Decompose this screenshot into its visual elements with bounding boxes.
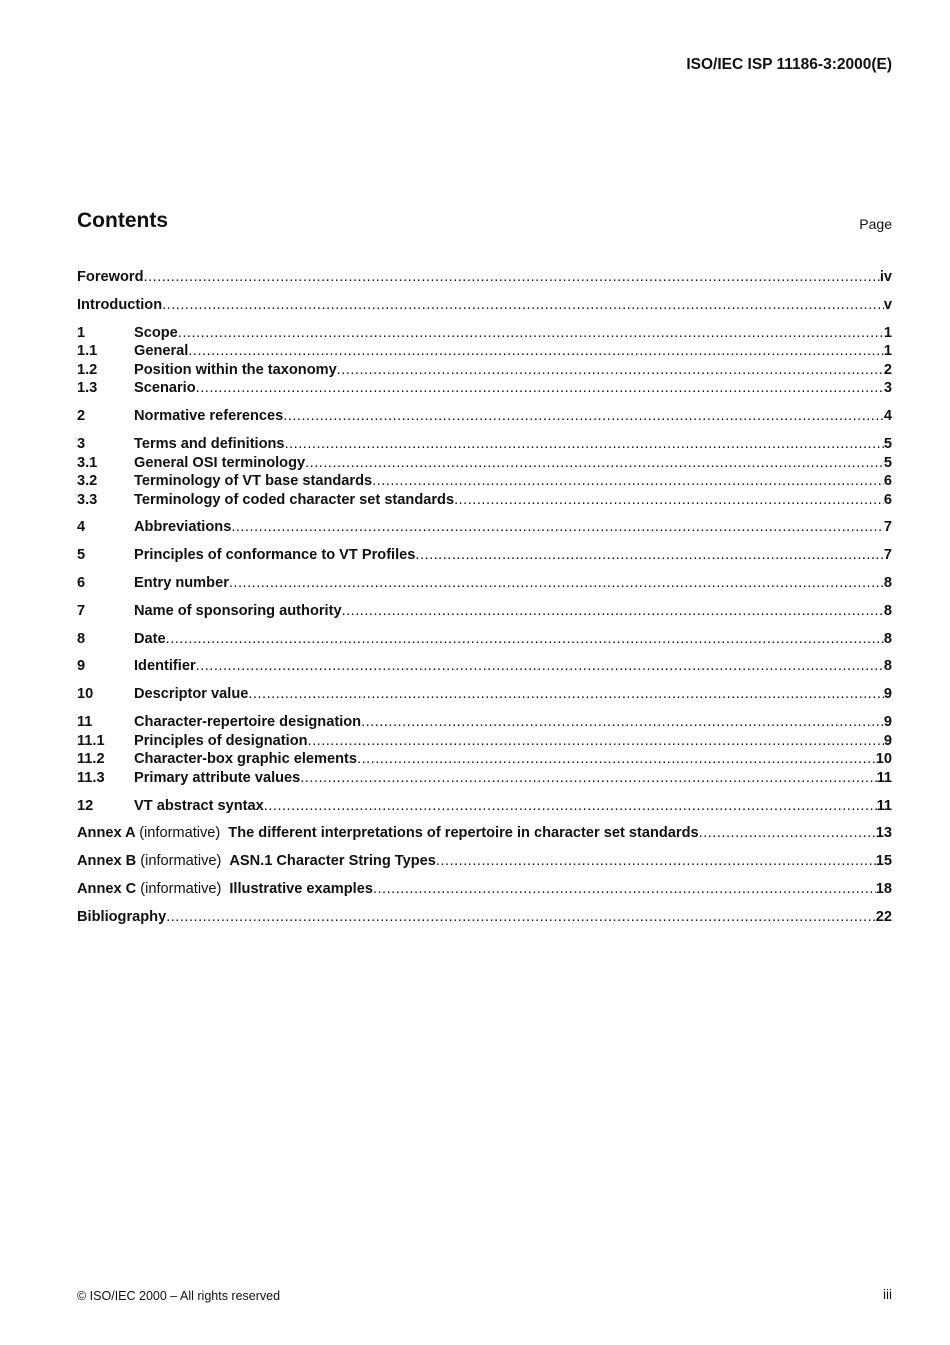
toc-entry[interactable] bbox=[77, 546, 892, 565]
toc-entry-number: 11 bbox=[77, 713, 93, 730]
toc-entry[interactable] bbox=[77, 657, 892, 676]
toc-entry[interactable] bbox=[77, 713, 892, 732]
toc-entry[interactable] bbox=[77, 268, 892, 287]
annex-prefix bbox=[77, 880, 221, 899]
dot-leader bbox=[188, 342, 884, 361]
toc-entry-page: 6 bbox=[883, 473, 892, 490]
toc-entry-title: The different interpretations of repertoire in character set standards bbox=[228, 825, 699, 842]
dot-leader bbox=[699, 824, 876, 843]
toc-entry-title: Abbreviations bbox=[134, 519, 232, 536]
toc-entry-number: 4 bbox=[77, 519, 86, 536]
toc-entry-page: 10 bbox=[875, 751, 892, 768]
toc-entry[interactable] bbox=[77, 574, 892, 593]
dot-leader bbox=[342, 602, 884, 621]
toc-entry[interactable] bbox=[77, 518, 892, 537]
toc-entry-page: iv bbox=[879, 269, 892, 285]
annex-label: Annex B bbox=[77, 853, 137, 870]
toc-entry-title: Date bbox=[134, 630, 166, 647]
dot-leader bbox=[143, 268, 879, 287]
annex-prefix bbox=[77, 852, 221, 871]
toc-entry[interactable] bbox=[77, 602, 892, 621]
toc-entry-page: 7 bbox=[883, 519, 892, 536]
toc-entry-page: 1 bbox=[883, 343, 892, 360]
dot-leader bbox=[361, 713, 884, 732]
toc-entry-annex[interactable] bbox=[77, 852, 892, 871]
annex-prefix bbox=[77, 824, 220, 843]
toc-entry-number: 1.3 bbox=[77, 380, 98, 397]
toc-entry-page: 3 bbox=[883, 380, 892, 397]
dot-leader bbox=[264, 797, 877, 816]
toc-entry-number: 3 bbox=[77, 435, 86, 452]
annex-type: (informative) bbox=[140, 880, 222, 897]
toc-entry-number: 3.2 bbox=[77, 473, 98, 490]
toc-entry-title: Identifier bbox=[134, 658, 196, 675]
toc-entry-title: Character-repertoire designation bbox=[134, 713, 362, 730]
toc-entry-number: 11.1 bbox=[77, 732, 105, 749]
annex-label: Annex C bbox=[77, 880, 137, 897]
dot-leader bbox=[357, 750, 876, 769]
annex-type: (informative) bbox=[140, 853, 222, 870]
toc-entry[interactable] bbox=[77, 454, 892, 473]
toc-entry-page: 18 bbox=[875, 880, 892, 897]
toc-entry-title: Bibliography bbox=[77, 908, 167, 925]
toc-entry-number: 7 bbox=[77, 602, 86, 619]
toc-entry-title: Primary attribute values bbox=[134, 769, 301, 786]
dot-leader bbox=[285, 435, 884, 454]
toc-entry[interactable] bbox=[77, 797, 892, 816]
toc-entry-number: 1.2 bbox=[77, 361, 98, 378]
toc-entry-number: 6 bbox=[77, 575, 86, 592]
toc-entry-number: 3.3 bbox=[77, 491, 98, 508]
toc-entry-title: Name of sponsoring authority bbox=[134, 602, 342, 619]
toc-entry[interactable] bbox=[77, 769, 892, 788]
dot-leader bbox=[300, 769, 876, 788]
dot-leader bbox=[166, 630, 884, 649]
dot-leader bbox=[231, 518, 884, 537]
page-column-label: Page bbox=[859, 216, 892, 232]
toc-entry[interactable] bbox=[77, 296, 892, 315]
toc-entry-title: VT abstract syntax bbox=[134, 797, 264, 814]
toc-entry-page: 6 bbox=[883, 491, 892, 508]
toc-entry-page: 5 bbox=[883, 435, 892, 452]
toc-entry-page: 9 bbox=[883, 686, 892, 703]
toc-entry-page: 8 bbox=[883, 575, 892, 592]
dot-leader bbox=[372, 472, 884, 491]
dot-leader bbox=[337, 361, 884, 380]
toc-entry-number: 12 bbox=[77, 797, 94, 814]
toc-entries bbox=[77, 268, 892, 815]
dot-leader bbox=[305, 454, 884, 473]
toc-entry-page: 1 bbox=[883, 324, 892, 341]
toc-entry-page: 13 bbox=[875, 825, 892, 842]
toc-entry-title: Terminology of coded character set standards bbox=[134, 491, 455, 508]
toc-entry-number: 11.2 bbox=[77, 751, 105, 768]
toc-entry-number: 10 bbox=[77, 686, 94, 703]
toc-entry-page: 5 bbox=[883, 454, 892, 471]
toc-entry-title: Terminology of VT base standards bbox=[134, 473, 373, 490]
toc-annexes bbox=[77, 824, 892, 898]
toc-entry-page: 8 bbox=[883, 602, 892, 619]
table-of-contents bbox=[77, 268, 892, 926]
toc-entry-page: 22 bbox=[875, 908, 892, 925]
toc-entry[interactable] bbox=[77, 324, 892, 343]
toc-entry-title: Foreword bbox=[77, 269, 144, 285]
toc-entry-title: Entry number bbox=[134, 575, 229, 592]
toc-entry-number: 5 bbox=[77, 547, 86, 564]
toc-entry[interactable] bbox=[77, 407, 892, 426]
toc-entry-title: General bbox=[134, 343, 189, 360]
toc-entry-number: 11.3 bbox=[77, 769, 105, 786]
toc-entry-page: 4 bbox=[883, 408, 892, 425]
toc-entry-number: 2 bbox=[77, 408, 86, 425]
toc-entry-title: Position within the taxonomy bbox=[134, 361, 337, 378]
toc-entry[interactable] bbox=[77, 630, 892, 649]
toc-entry[interactable] bbox=[77, 685, 892, 704]
toc-entry-annex[interactable] bbox=[77, 824, 892, 843]
toc-entry-title: Character-box graphic elements bbox=[134, 751, 358, 768]
toc-entry[interactable] bbox=[77, 361, 892, 380]
toc-entry-page: 11 bbox=[876, 797, 892, 814]
toc-entry[interactable] bbox=[77, 732, 892, 751]
dot-leader bbox=[162, 296, 884, 315]
dot-leader bbox=[283, 407, 884, 426]
toc-entry-number: 9 bbox=[77, 658, 86, 675]
toc-entry-page: 9 bbox=[883, 732, 892, 749]
dot-leader bbox=[196, 657, 884, 676]
toc-entry-page: 15 bbox=[875, 853, 892, 870]
dot-leader bbox=[196, 379, 884, 398]
toc-entry[interactable] bbox=[77, 435, 892, 454]
toc-entry[interactable] bbox=[77, 491, 892, 510]
toc-entry-title: Normative references bbox=[134, 408, 284, 425]
toc-entry-title: Scenario bbox=[134, 380, 196, 397]
toc-entry[interactable] bbox=[77, 379, 892, 398]
copyright-notice: © ISO/IEC 2000 – All rights reserved bbox=[77, 1289, 281, 1303]
toc-entry-page: 8 bbox=[883, 630, 892, 647]
toc-entry-title: Descriptor value bbox=[134, 686, 249, 703]
dot-leader bbox=[248, 685, 884, 704]
toc-entry-title: Principles of designation bbox=[134, 732, 308, 749]
toc-entry-title: Introduction bbox=[77, 296, 163, 313]
dot-leader bbox=[415, 546, 883, 565]
toc-entry-page: 2 bbox=[883, 361, 892, 378]
annex-label: Annex A bbox=[77, 825, 136, 842]
dot-leader bbox=[436, 852, 876, 871]
document-identifier: ISO/IEC ISP 11186-3:2000(E) bbox=[686, 56, 892, 73]
toc-entry-number: 3.1 bbox=[77, 454, 98, 471]
dot-leader bbox=[166, 908, 876, 927]
toc-entry-annex[interactable] bbox=[77, 880, 892, 899]
toc-entry-page: 9 bbox=[883, 713, 892, 730]
dot-leader bbox=[229, 574, 884, 593]
toc-entry-title: Terms and definitions bbox=[134, 435, 285, 452]
toc-entry-title: Scope bbox=[134, 324, 178, 341]
toc-entry-title: Principles of conformance to VT Profiles bbox=[134, 547, 416, 564]
toc-entry[interactable] bbox=[77, 750, 892, 769]
contents-heading: Contents bbox=[77, 209, 168, 232]
toc-entry-number: 1.1 bbox=[77, 343, 98, 360]
toc-entry-title: ASN.1 Character String Types bbox=[229, 853, 436, 870]
toc-entry-page: v bbox=[883, 296, 892, 313]
page-number: iii bbox=[883, 1287, 892, 1302]
toc-entry[interactable] bbox=[77, 342, 892, 361]
annex-type: (informative) bbox=[139, 825, 221, 842]
toc-entry-page: 8 bbox=[883, 658, 892, 675]
dot-leader bbox=[178, 324, 884, 343]
toc-entry-page: 7 bbox=[883, 547, 892, 564]
toc-entry-number: 8 bbox=[77, 630, 86, 647]
toc-entry[interactable] bbox=[77, 472, 892, 491]
dot-leader bbox=[308, 732, 884, 751]
dot-leader bbox=[454, 491, 884, 510]
toc-entry-page: 11 bbox=[876, 769, 892, 786]
toc-entry-title: General OSI terminology bbox=[134, 454, 306, 471]
dot-leader bbox=[373, 880, 876, 899]
toc-entry-number: 1 bbox=[77, 324, 86, 341]
toc-entry-bibliography[interactable] bbox=[77, 908, 892, 927]
toc-entry-title: Illustrative examples bbox=[229, 880, 373, 897]
